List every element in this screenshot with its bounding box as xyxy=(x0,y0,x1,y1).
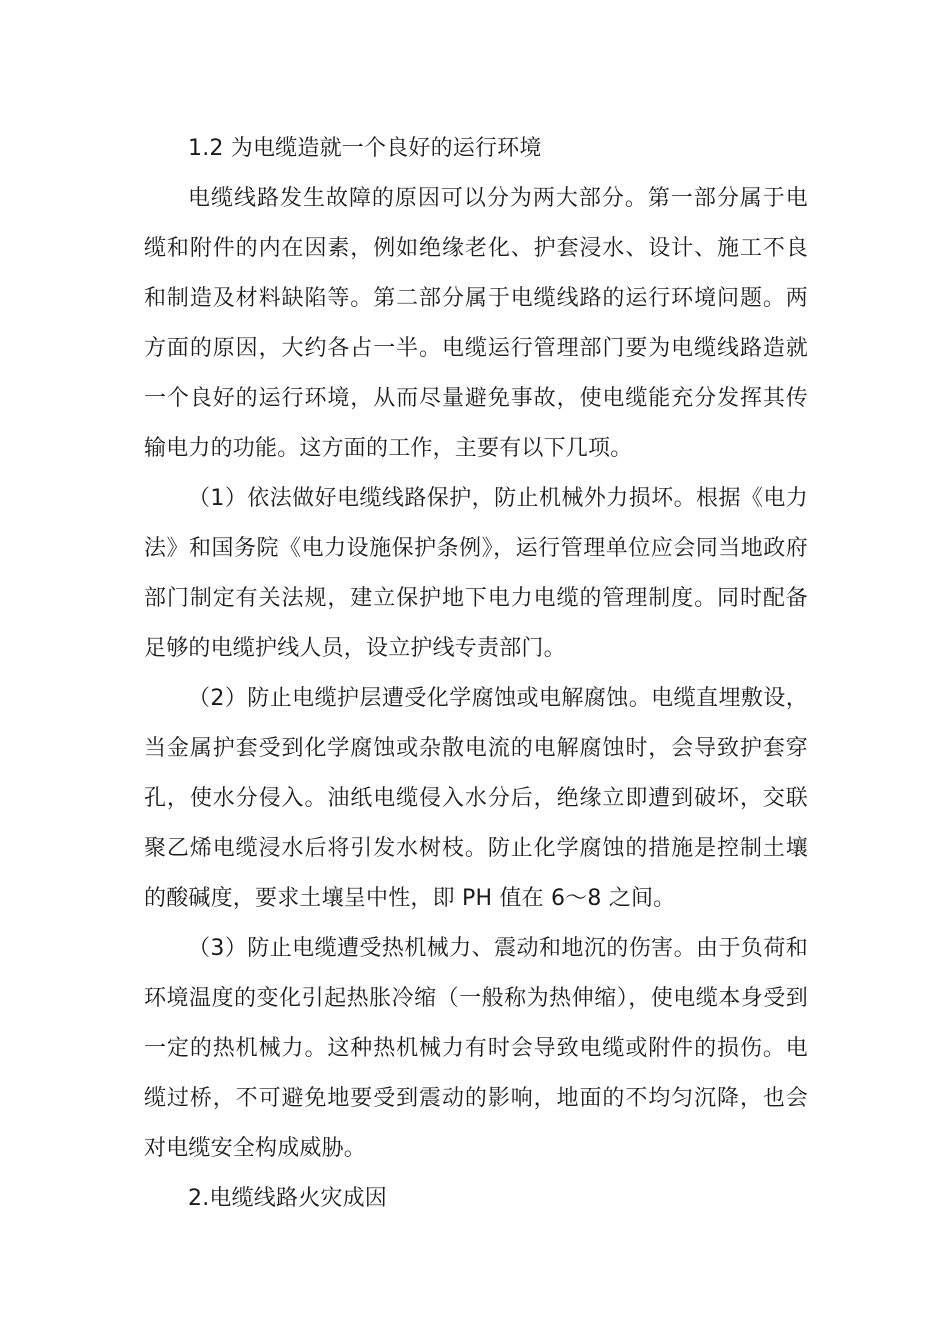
paragraph-item-2: （2）防止电缆护层遭受化学腐蚀或电解腐蚀。电缆直埋敷设，当金属护套受到化学腐蚀或杂散电流的电解腐蚀时，会导致护套穿孔，使水分侵入。油纸电缆侵入水分后，绝缘立即遭到破坏，交联聚乙烯电缆浸水后将引发水树枝。防止化学腐蚀的措施是控制土壤的酸碱度，要求土壤呈中性，即 PH 值在 6～8 之间。 xyxy=(144,686,808,911)
section-heading-2: 2.电缆线路火灾成因 xyxy=(188,1186,387,1211)
document-body xyxy=(144,124,808,1224)
section-heading-1-2: 1.2 为电缆造就一个良好的运行环境 xyxy=(188,136,542,161)
paragraph-intro: 电缆线路发生故障的原因可以分为两大部分。第一部分属于电缆和附件的内在因素，例如绝缘老化、护套浸水、设计、施工不良和制造及材料缺陷等。第二部分属于电缆线路的运行环境问题。两方面的原因，大约各占一半。电缆运行管理部门要为电缆线路造就一个良好的运行环境，从而尽量避免事故，使电缆能充分发挥其传输电力的功能。这方面的工作，主要有以下几项。 xyxy=(144,186,808,461)
paragraph-item-3: （3）防止电缆遭受热机械力、震动和地沉的伤害。由于负荷和环境温度的变化引起热胀冷缩（一般称为热伸缩），使电缆本身受到一定的热机械力。这种热机械力有时会导致电缆或附件的损伤。电缆过桥，不可避免地要受到震动的影响，地面的不均匀沉降，也会对电缆安全构成威胁。 xyxy=(144,936,808,1161)
paragraph-item-1: （1）依法做好电缆线路保护，防止机械外力损坏。根据《电力法》和国务院《电力设施保护条例》，运行管理单位应会同当地政府部门制定有关法规，建立保护地下电力电缆的管理制度。同时配备足够的电缆护线人员，设立护线专责部门。 xyxy=(144,486,808,661)
